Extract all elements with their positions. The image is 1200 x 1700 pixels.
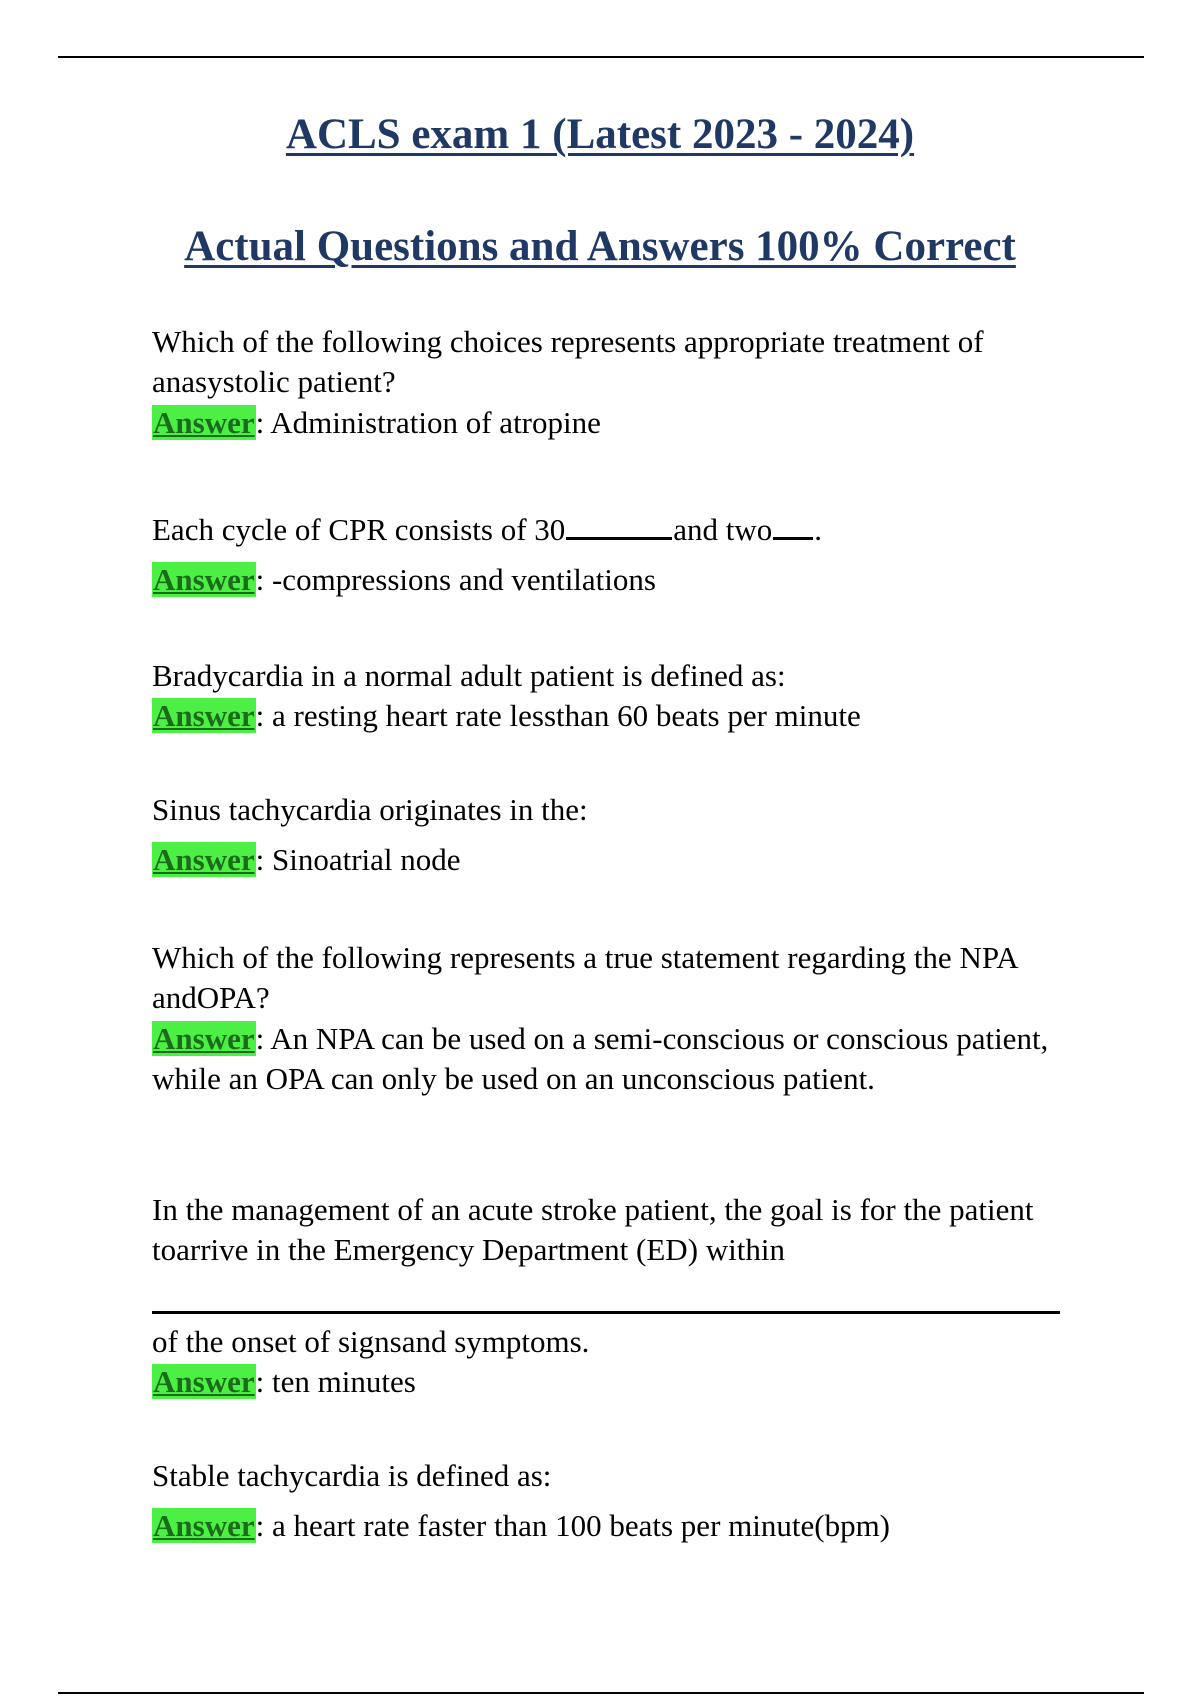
answer-label: Answer xyxy=(153,562,255,598)
qa-item-5 xyxy=(152,938,1092,1099)
answer-separator: : xyxy=(255,1508,265,1544)
question-text xyxy=(152,510,1092,550)
answer-text: ten minutes xyxy=(264,1363,416,1399)
answer-separator: : xyxy=(255,842,265,878)
question-continuation: of the onset of signsand symptoms. xyxy=(152,1323,590,1359)
answer-line xyxy=(152,840,1092,880)
answer-text: Sinoatrial node xyxy=(264,842,461,878)
answer-text: -compressions and ventilations xyxy=(264,562,656,598)
question-part: . xyxy=(814,512,823,547)
question-text: In the management of an acute stroke patient, the goal is for the patient toarrive in the Emergency Department (ED) within xyxy=(152,1192,1034,1268)
question-text: Stable tachycardia is defined as: xyxy=(152,1458,552,1493)
qa-item-1 xyxy=(152,322,1092,443)
answer-label: Answer xyxy=(153,1020,255,1056)
qa-item-6 xyxy=(152,1190,1092,1402)
answer-line xyxy=(152,403,1092,443)
question-text: Bradycardia in a normal adult patient is defined as: xyxy=(152,658,786,693)
question-text: Sinus tachycardia originates in the: xyxy=(152,792,588,827)
question-part: Each cycle of CPR consists of 30 xyxy=(152,512,566,547)
document-title: ACLS exam 1 (Latest 2023 - 2024) xyxy=(285,111,915,158)
document-subtitle: Actual Questions and Answers 100% Correct xyxy=(184,223,1016,270)
answer-line xyxy=(152,1362,1092,1402)
answer-label: Answer xyxy=(153,404,255,440)
question-part: and two xyxy=(673,512,773,547)
answer-label: Answer xyxy=(153,842,255,878)
answer-line xyxy=(152,1019,1092,1100)
top-divider xyxy=(58,56,1144,58)
answer-text: An NPA can be used on a semi-conscious or conscious patient, while an OPA can only be used on an unconscious patient. xyxy=(152,1020,1049,1096)
bottom-divider xyxy=(58,1692,1144,1694)
qa-item-3 xyxy=(152,656,1092,737)
answer-text: a resting heart rate lessthan 60 beats per minute xyxy=(264,698,861,734)
qa-item-7 xyxy=(152,1456,1092,1547)
fill-in-blank xyxy=(566,537,672,540)
answer-label: Answer xyxy=(153,1508,255,1544)
fill-in-blank-line xyxy=(152,1311,1060,1314)
answer-line xyxy=(152,696,1092,736)
answer-line xyxy=(152,1506,1092,1546)
answer-separator: : xyxy=(255,1363,265,1399)
fill-in-blank xyxy=(773,537,813,540)
answer-text: a heart rate faster than 100 beats per minute(bpm) xyxy=(264,1508,891,1544)
answer-label: Answer xyxy=(153,1363,255,1399)
answer-line xyxy=(152,560,1092,600)
answer-text: Administration of atropine xyxy=(264,404,601,440)
answer-separator: : xyxy=(255,404,265,440)
qa-item-4 xyxy=(152,790,1092,881)
answer-separator: : xyxy=(255,1020,265,1056)
question-text: Which of the following represents a true statement regarding the NPA andOPA? xyxy=(152,940,1017,1016)
answer-separator: : xyxy=(255,562,265,598)
question-text: Which of the following choices represents appropriate treatment of anasystolic patient? xyxy=(152,324,984,400)
qa-item-2 xyxy=(152,510,1092,601)
answer-label: Answer xyxy=(153,698,255,734)
answer-separator: : xyxy=(255,698,265,734)
